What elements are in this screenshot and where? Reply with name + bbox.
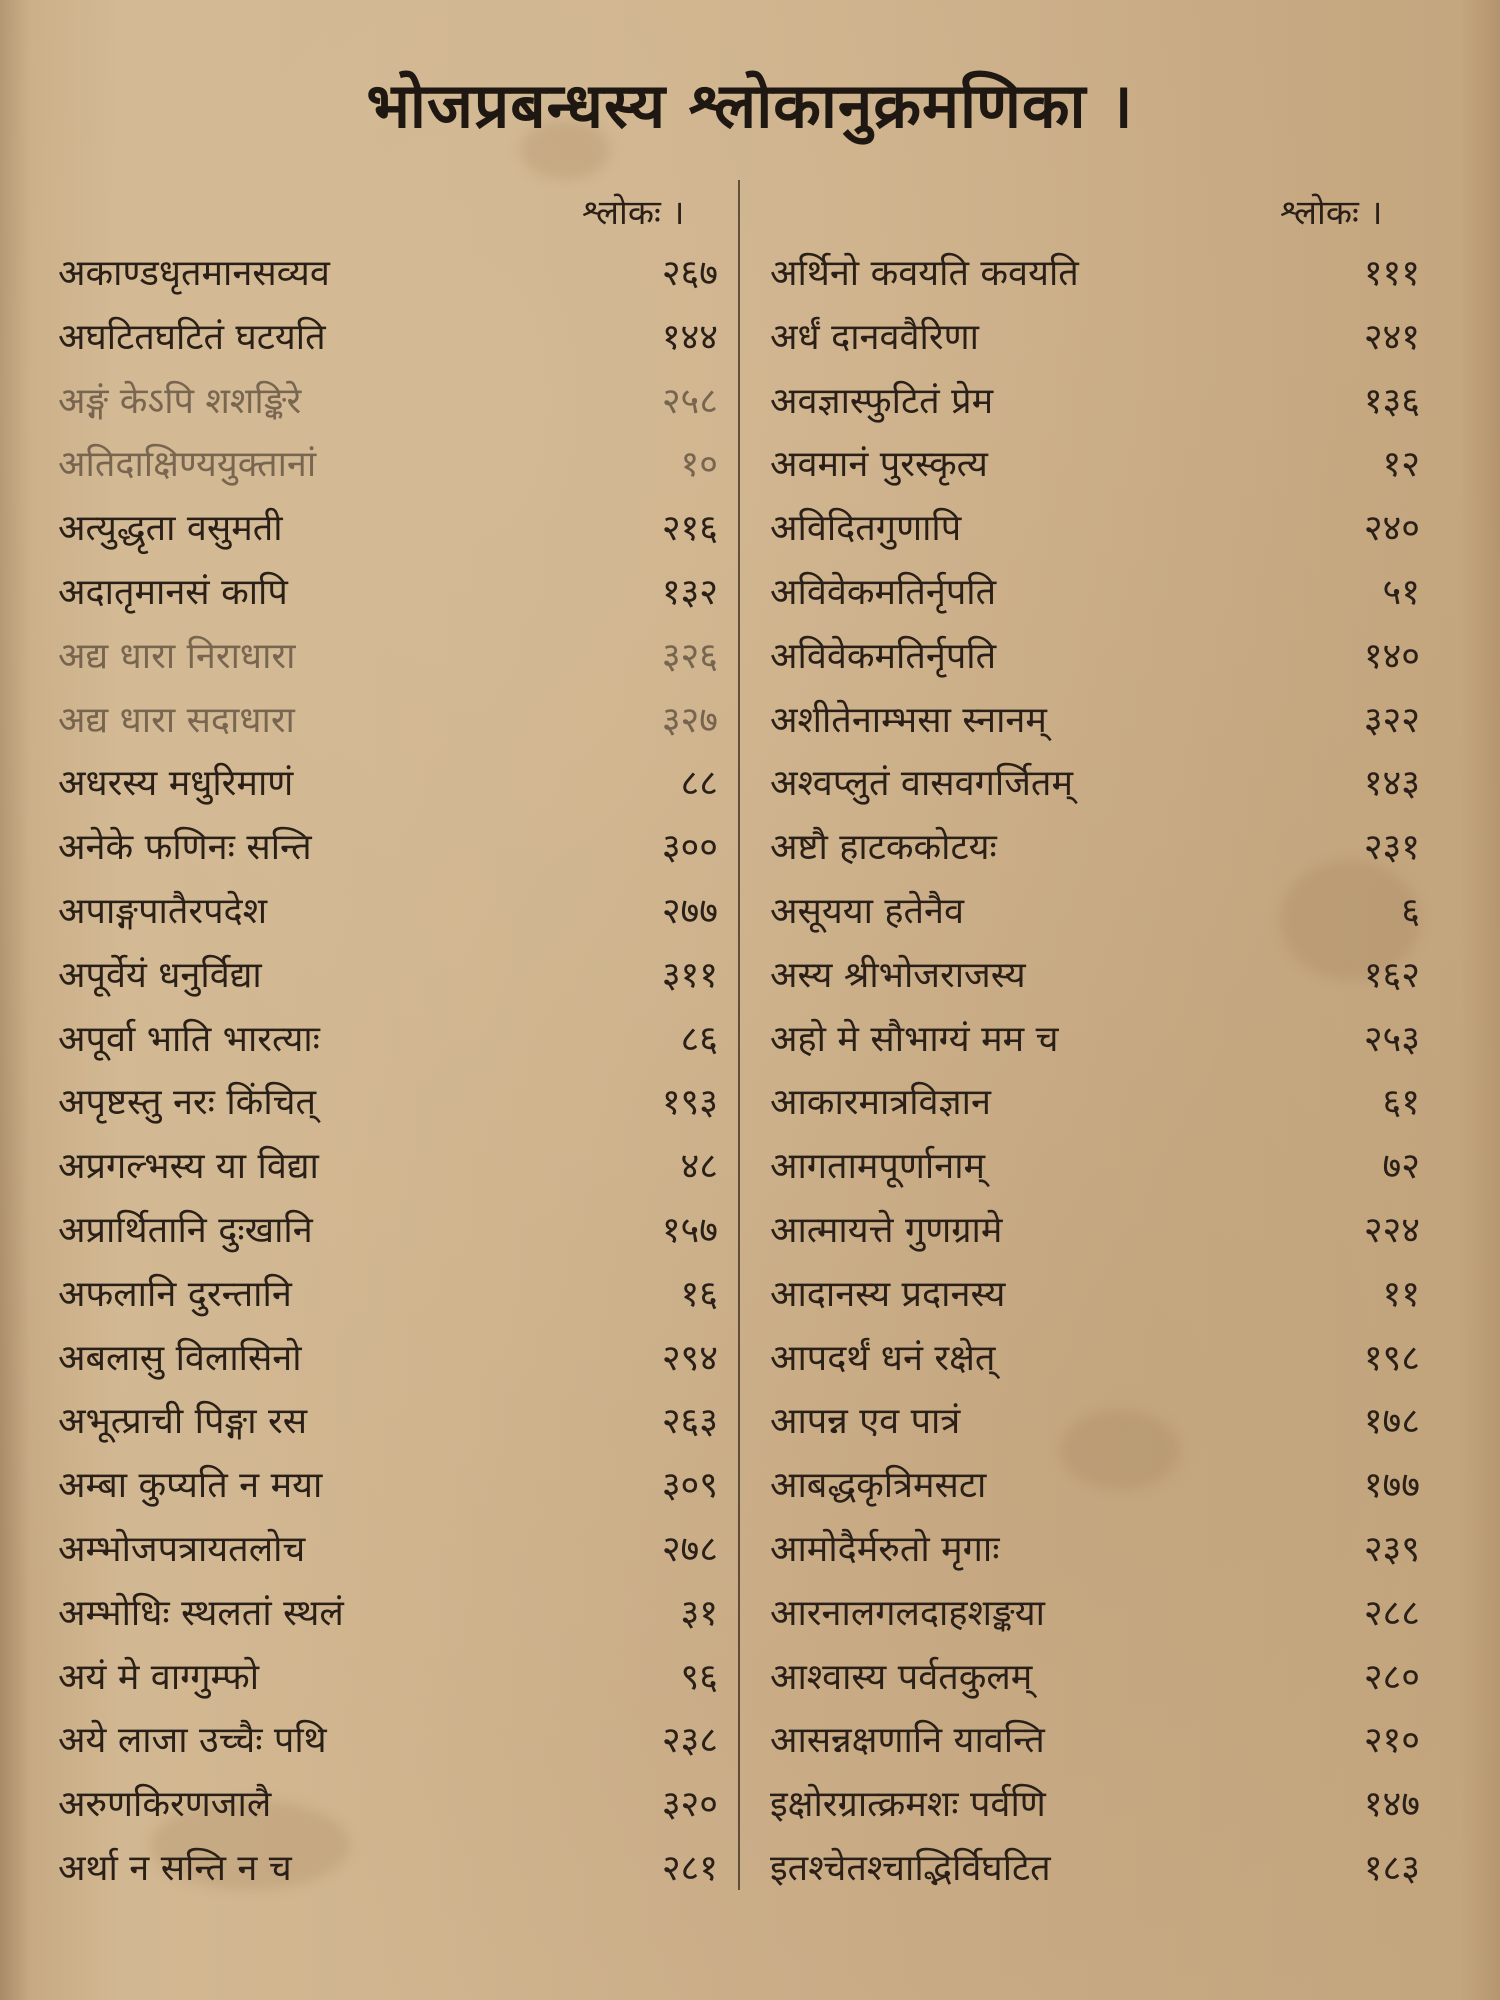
- verse-number: १११: [1363, 253, 1420, 294]
- index-row: [770, 1585, 1430, 1649]
- verse-number: २७८: [661, 1528, 718, 1570]
- verse-number: ३००: [661, 827, 718, 869]
- verse-number: २५८: [661, 380, 718, 422]
- index-row: [58, 947, 718, 1011]
- index-row: [58, 564, 718, 628]
- verse-first-line: अम्भोजपत्रायतलोच: [58, 1528, 306, 1570]
- index-row: [58, 1266, 718, 1330]
- verse-first-line: अत्युद्धृता वसुमती: [58, 508, 283, 550]
- verse-number: २३१: [1363, 827, 1420, 869]
- index-row: [770, 755, 1430, 819]
- verse-number: २१०: [1363, 1720, 1420, 1762]
- index-row: [58, 1202, 718, 1266]
- verse-number: २३८: [661, 1720, 718, 1762]
- verse-first-line: आदानस्य प्रदानस्य: [770, 1273, 1006, 1315]
- verse-first-line: अर्धं दानववैरिणा: [770, 316, 979, 358]
- index-row: [770, 373, 1430, 437]
- index-row: [770, 883, 1430, 947]
- index-row: [770, 245, 1430, 309]
- verse-number: ३२०: [661, 1784, 718, 1826]
- verse-number: २६३: [661, 1401, 718, 1443]
- page-title: भोजप्रबन्धस्य श्लोकानुक्रमणिका ।: [366, 69, 1134, 142]
- verse-number: १७७: [1363, 1465, 1420, 1507]
- index-row: [58, 1712, 718, 1776]
- index-row: [58, 500, 718, 564]
- verse-first-line: आकारमात्रविज्ञान: [770, 1082, 991, 1124]
- verse-first-line: अयं मे वाग्गुम्फो: [58, 1656, 260, 1698]
- index-row: [58, 1393, 718, 1457]
- index-row: [58, 1521, 718, 1585]
- verse-first-line: अपूर्वा भाति भारत्याः: [58, 1018, 320, 1060]
- verse-number: २५३: [1363, 1018, 1420, 1060]
- verse-first-line: अये लाजा उच्चैः पथि: [58, 1720, 327, 1762]
- index-row: [58, 1776, 718, 1840]
- verse-number: ३२७: [661, 699, 718, 741]
- verse-first-line: अम्बा कुप्यति न मया: [58, 1465, 323, 1507]
- verse-first-line: अनेके फणिनः सन्ति: [58, 827, 312, 869]
- index-row: [770, 1330, 1430, 1394]
- verse-number: ३०९: [661, 1465, 718, 1507]
- verse-number: २८८: [1363, 1592, 1420, 1634]
- verse-first-line: अप्रार्थितानि दुःखानि: [58, 1209, 313, 1251]
- verse-number: ९६: [680, 1656, 718, 1698]
- index-row: [58, 373, 718, 437]
- index-row: [770, 1138, 1430, 1202]
- verse-number: २२४: [1363, 1209, 1420, 1251]
- verse-number: ६१: [1382, 1082, 1420, 1124]
- index-row: [770, 1457, 1430, 1521]
- verse-number: ८८: [680, 763, 718, 805]
- index-row: [770, 1776, 1430, 1840]
- index-row: [58, 245, 718, 309]
- verse-number: ५१: [1382, 571, 1420, 613]
- verse-number: १४३: [1363, 763, 1420, 805]
- verse-first-line: अधरस्य मधुरिमाणं: [58, 763, 294, 805]
- verse-number: २४०: [1363, 508, 1420, 550]
- verse-number: ३११: [661, 954, 718, 996]
- verse-first-line: आबद्धकृत्रिमसटा: [770, 1465, 987, 1507]
- verse-number: ८६: [680, 1018, 718, 1060]
- verse-number: ७२: [1382, 1146, 1420, 1188]
- verse-first-line: अपाङ्गपातैरपदेश: [58, 890, 268, 932]
- verse-number: ३२६: [661, 635, 718, 677]
- verse-number: ३२२: [1363, 699, 1420, 741]
- verse-number: १६: [680, 1273, 718, 1315]
- index-row: [770, 1074, 1430, 1138]
- verse-number: २१६: [661, 508, 718, 550]
- verse-first-line: आत्मायत्ते गुणग्रामे: [770, 1209, 1003, 1251]
- index-row: [58, 1457, 718, 1521]
- index-row: [770, 1712, 1430, 1776]
- index-row: [770, 1649, 1430, 1713]
- verse-number: १४७: [1363, 1784, 1420, 1826]
- index-row: [770, 1393, 1430, 1457]
- verse-first-line: असूयया हतेनैव: [770, 890, 964, 932]
- verse-first-line: आसन्नक्षणानि यावन्ति: [770, 1720, 1045, 1762]
- verse-first-line: अपूर्वेयं धनुर्विद्या: [58, 954, 262, 996]
- verse-number: १४०: [1363, 635, 1420, 677]
- verse-first-line: अम्भोधिः स्थलतां स्थलं: [58, 1592, 344, 1634]
- verse-number: २९४: [661, 1337, 718, 1379]
- index-row: [770, 564, 1430, 628]
- verse-first-line: अशीतेनाम्भसा स्नानम्: [770, 699, 1047, 741]
- verse-first-line: आपदर्थं धनं रक्षेत्: [770, 1337, 996, 1379]
- index-row: [770, 1202, 1430, 1266]
- verse-number: १५७: [661, 1209, 718, 1251]
- verse-number: ४८: [680, 1146, 718, 1188]
- verse-number: १६२: [1363, 954, 1420, 996]
- verse-first-line: अभूत्प्राची पिङ्गा रस: [58, 1401, 308, 1443]
- index-row: [58, 436, 718, 500]
- verse-first-line: आमोदैर्मरुतो मृगाः: [770, 1528, 1000, 1570]
- verse-first-line: अश्वप्लुतं वासवगर्जितम्: [770, 763, 1073, 805]
- verse-number: २४१: [1363, 316, 1420, 358]
- verse-first-line: अविवेकमतिर्नृपति: [770, 635, 997, 677]
- index-row: [770, 1521, 1430, 1585]
- verse-number: १३२: [661, 571, 718, 613]
- index-row: [770, 692, 1430, 756]
- verse-number: १७८: [1363, 1401, 1420, 1443]
- verse-number: २३९: [1363, 1528, 1420, 1570]
- left-index-column: [58, 245, 718, 1904]
- index-row: [770, 819, 1430, 883]
- verse-number: २८१: [661, 1847, 718, 1889]
- verse-first-line: आगतामपूर्णानाम्: [770, 1146, 986, 1188]
- verse-first-line: अहो मे सौभाग्यं मम च: [770, 1018, 1059, 1060]
- index-row: [58, 883, 718, 947]
- verse-first-line: अदातृमानसं कापि: [58, 571, 288, 613]
- verse-first-line: अफलानि दुरन्तानि: [58, 1273, 292, 1315]
- verse-first-line: अङ्गं केऽपि शशङ्किरे: [58, 380, 302, 422]
- index-row: [58, 1011, 718, 1075]
- index-row: [770, 500, 1430, 564]
- verse-first-line: आरनालगलदाहशङ्कया: [770, 1592, 1045, 1634]
- index-row: [770, 1011, 1430, 1075]
- verse-number: १९८: [1363, 1337, 1420, 1379]
- verse-first-line: अविवेकमतिर्नृपति: [770, 571, 997, 613]
- verse-first-line: अद्य धारा निराधारा: [58, 635, 296, 677]
- index-row: [58, 819, 718, 883]
- verse-first-line: इक्षोरग्रात्क्रमशः पर्वणि: [770, 1784, 1046, 1826]
- index-row: [58, 309, 718, 373]
- index-row: [770, 947, 1430, 1011]
- verse-number: १३६: [1363, 380, 1420, 422]
- verse-number: २६७: [661, 253, 718, 294]
- verse-first-line: अद्य धारा सदाधारा: [58, 699, 295, 741]
- verse-first-line: इतश्चेतश्चाद्भिर्विघटित: [770, 1847, 1051, 1889]
- index-row: [58, 1074, 718, 1138]
- right-index-column: [770, 245, 1430, 1904]
- verse-first-line: अवज्ञास्फुटितं प्रेम: [770, 380, 994, 422]
- verse-first-line: अबलासु विलासिनो: [58, 1337, 302, 1379]
- verse-first-line: अघटितघटितं घटयति: [58, 316, 326, 358]
- right-column-header: श्लोकः ।: [1280, 193, 1383, 233]
- index-row: [770, 628, 1430, 692]
- verse-first-line: अरुणकिरणजालै: [58, 1784, 272, 1826]
- index-row: [770, 436, 1430, 500]
- verse-first-line: अप्रगल्भस्य या विद्या: [58, 1146, 319, 1188]
- column-divider: [738, 180, 740, 1890]
- verse-first-line: अस्य श्रीभोजराजस्य: [770, 954, 1026, 996]
- index-row: [58, 628, 718, 692]
- index-row: [58, 1585, 718, 1649]
- left-column-header: श्लोकः ।: [582, 193, 685, 233]
- verse-first-line: अतिदाक्षिण्ययुक्तानां: [58, 444, 317, 486]
- verse-number: २८०: [1363, 1656, 1420, 1698]
- index-row: [58, 1138, 718, 1202]
- verse-first-line: अर्थिनो कवयति कवयति: [770, 253, 1079, 294]
- index-row: [770, 1840, 1430, 1904]
- verse-first-line: अपृष्टस्तु नरः किंचित्: [58, 1082, 317, 1124]
- verse-first-line: अकाण्डधृतमानसव्यव: [58, 253, 330, 294]
- verse-number: १९३: [661, 1082, 718, 1124]
- verse-number: १२: [1382, 444, 1420, 486]
- verse-number: ३१: [680, 1592, 718, 1634]
- verse-first-line: आश्वास्य पर्वतकुलम्: [770, 1656, 1033, 1698]
- index-row: [58, 692, 718, 756]
- verse-first-line: अविदितगुणापि: [770, 508, 962, 550]
- index-row: [770, 1266, 1430, 1330]
- verse-first-line: अष्टौ हाटककोटयः: [770, 827, 997, 869]
- index-row: [58, 1840, 718, 1904]
- verse-number: ६: [1401, 890, 1420, 932]
- verse-number: २७७: [661, 890, 718, 932]
- verse-number: १४४: [661, 316, 718, 358]
- verse-first-line: आपन्न एव पात्रं: [770, 1401, 961, 1443]
- index-row: [58, 1330, 718, 1394]
- verse-first-line: अवमानं पुरस्कृत्य: [770, 444, 988, 486]
- verse-number: १८३: [1363, 1847, 1420, 1889]
- index-row: [770, 309, 1430, 373]
- verse-first-line: अर्था न सन्ति न च: [58, 1847, 292, 1889]
- verse-number: १०: [680, 444, 718, 486]
- index-row: [58, 755, 718, 819]
- verse-number: ११: [1382, 1273, 1420, 1315]
- index-row: [58, 1649, 718, 1713]
